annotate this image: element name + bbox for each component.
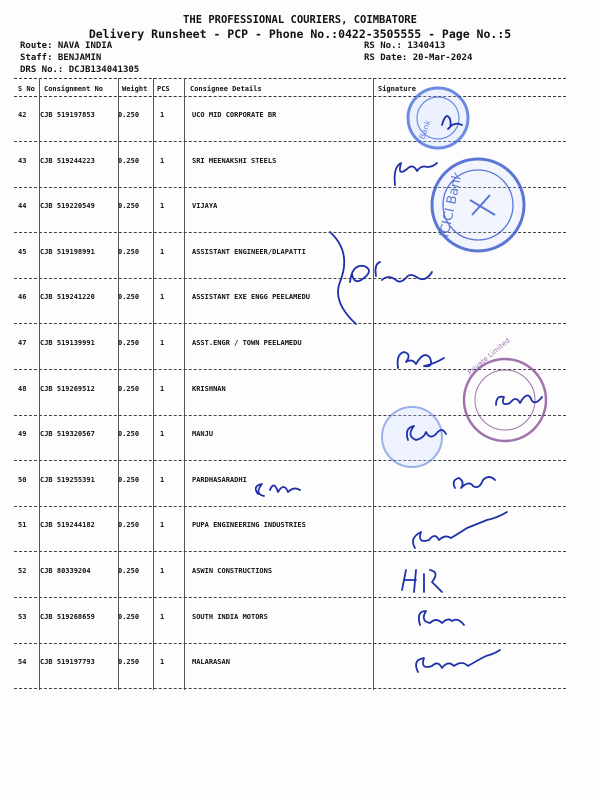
row-sno: 43 (18, 156, 27, 165)
column-header-pcs: PCS (157, 85, 170, 93)
row-weight: 0.250 (118, 567, 140, 575)
row-consignment-no: CJB 519198991 (40, 247, 95, 256)
row-sno: 42 (18, 111, 27, 119)
row-consignment-no: CJB 519268659 (40, 612, 95, 621)
svg-text:Private Limited: Private Limited (466, 336, 512, 377)
column-header-consignment: Consignment No (44, 85, 104, 93)
table-row (14, 234, 566, 279)
table-row (14, 507, 566, 552)
runsheet-title: Delivery Runsheet - PCP - Phone No.:0422-3505555 - Page No.:5 (88, 27, 512, 41)
row-separator (14, 688, 566, 689)
row-sno: 45 (18, 247, 27, 256)
row-consignee: PARDHASARADHI (192, 475, 247, 484)
row-pcs: 1 (160, 475, 165, 484)
company-name: THE PROFESSIONAL COURIERS, COIMBATORE (183, 14, 417, 26)
row-weight: 0.250 (118, 111, 140, 119)
row-sno: 49 (18, 430, 27, 439)
row-pcs: 1 (160, 567, 165, 575)
row-pcs: 1 (160, 430, 165, 439)
table-row (14, 188, 566, 233)
row-pcs: 1 (160, 384, 165, 393)
row-consignee: ASST.ENGR / TOWN PEELAMEDU (192, 339, 302, 347)
row-consignee: PUPA ENGINEERING INDUSTRIES (192, 521, 306, 530)
table-row (14, 553, 566, 598)
row-weight: 0.250 (118, 247, 140, 256)
row-pcs: 1 (160, 156, 165, 165)
row-sno: 52 (18, 567, 27, 575)
row-consignment-no: CJB 519241220 (40, 293, 95, 302)
row-consignment-no: CJB 519244182 (40, 521, 95, 530)
row-sno: 50 (18, 475, 27, 484)
row-consignment-no: CJB 80339204 (40, 567, 91, 575)
row-weight: 0.250 (118, 521, 140, 530)
route-label: Route: NAVA INDIA (20, 41, 113, 51)
table-row (14, 97, 566, 142)
row-weight: 0.250 (118, 339, 140, 347)
row-consignee: SOUTH INDIA MOTORS (192, 612, 268, 621)
row-sno: 54 (18, 658, 27, 667)
row-pcs: 1 (160, 247, 165, 256)
row-consignment-no: CJB 519197793 (40, 658, 95, 667)
staff-label: Staff: BENJAMIN (20, 53, 102, 63)
row-consignee: VIJAYA (192, 202, 218, 211)
row-sno: 44 (18, 202, 27, 211)
row-pcs: 1 (160, 202, 165, 211)
rs-number: RS No.: 1340413 (364, 41, 446, 51)
column-header-weight: Weight (122, 85, 148, 93)
row-consignee: MANJU (192, 430, 214, 439)
svg-text:ICICI Bank: ICICI Bank (437, 170, 466, 239)
drs-number: DRS No.: DCJB134041305 (20, 65, 140, 75)
row-consignment-no: CJB 519269512 (40, 384, 95, 393)
table-row (14, 325, 566, 370)
row-pcs: 1 (160, 521, 165, 530)
table-row (14, 143, 566, 188)
header-top-rule (14, 78, 566, 79)
row-pcs: 1 (160, 612, 165, 621)
table-row (14, 416, 566, 461)
row-consignment-no: CJB 519197853 (40, 111, 95, 119)
row-weight: 0.250 (118, 430, 140, 439)
row-sno: 48 (18, 384, 27, 393)
row-sno: 46 (18, 293, 27, 302)
rs-date: RS Date: 20-Mar-2024 (364, 53, 473, 63)
table-row (14, 644, 566, 689)
row-sno: 47 (18, 339, 27, 347)
row-weight: 0.250 (118, 202, 140, 211)
row-consignee: ASWIN CONSTRUCTIONS (192, 567, 273, 575)
table-row (14, 371, 566, 416)
row-consignee: KRISHNAN (192, 384, 226, 393)
column-header-details: Consignee Details (190, 85, 262, 93)
row-consignment-no: CJB 519320567 (40, 430, 95, 439)
row-sno: 51 (18, 521, 27, 530)
row-consignee: SRI MEENAKSHI STEELS (192, 156, 277, 165)
column-header-sno: S No (18, 85, 35, 93)
row-consignee: MALARASAN (192, 658, 230, 667)
row-consignment-no: CJB 519244223 (40, 156, 95, 165)
row-weight: 0.250 (118, 156, 140, 165)
row-weight: 0.250 (118, 658, 140, 667)
row-sno: 53 (18, 612, 27, 621)
row-consignee: UCO MID CORPORATE BR (192, 111, 277, 119)
row-weight: 0.250 (118, 293, 140, 302)
column-header-signature: Signature (378, 85, 416, 93)
row-consignee: ASSISTANT ENGINEER/DLAPATTI (192, 247, 306, 256)
row-consignment-no: CJB 519220549 (40, 202, 95, 211)
row-pcs: 1 (160, 111, 165, 119)
table-row (14, 279, 566, 324)
table-row (14, 599, 566, 644)
row-weight: 0.250 (118, 384, 140, 393)
row-weight: 0.250 (118, 612, 140, 621)
row-pcs: 1 (160, 658, 165, 667)
row-consignment-no: CJB 519255391 (40, 475, 95, 484)
svg-text:Bank: Bank (417, 118, 433, 141)
row-consignee: ASSISTANT EXE ENGG PEELAMEDU (192, 293, 311, 302)
row-weight: 0.250 (118, 475, 140, 484)
row-pcs: 1 (160, 339, 165, 347)
table-row (14, 462, 566, 507)
row-consignment-no: CJB 519139991 (40, 339, 95, 347)
row-pcs: 1 (160, 293, 165, 302)
